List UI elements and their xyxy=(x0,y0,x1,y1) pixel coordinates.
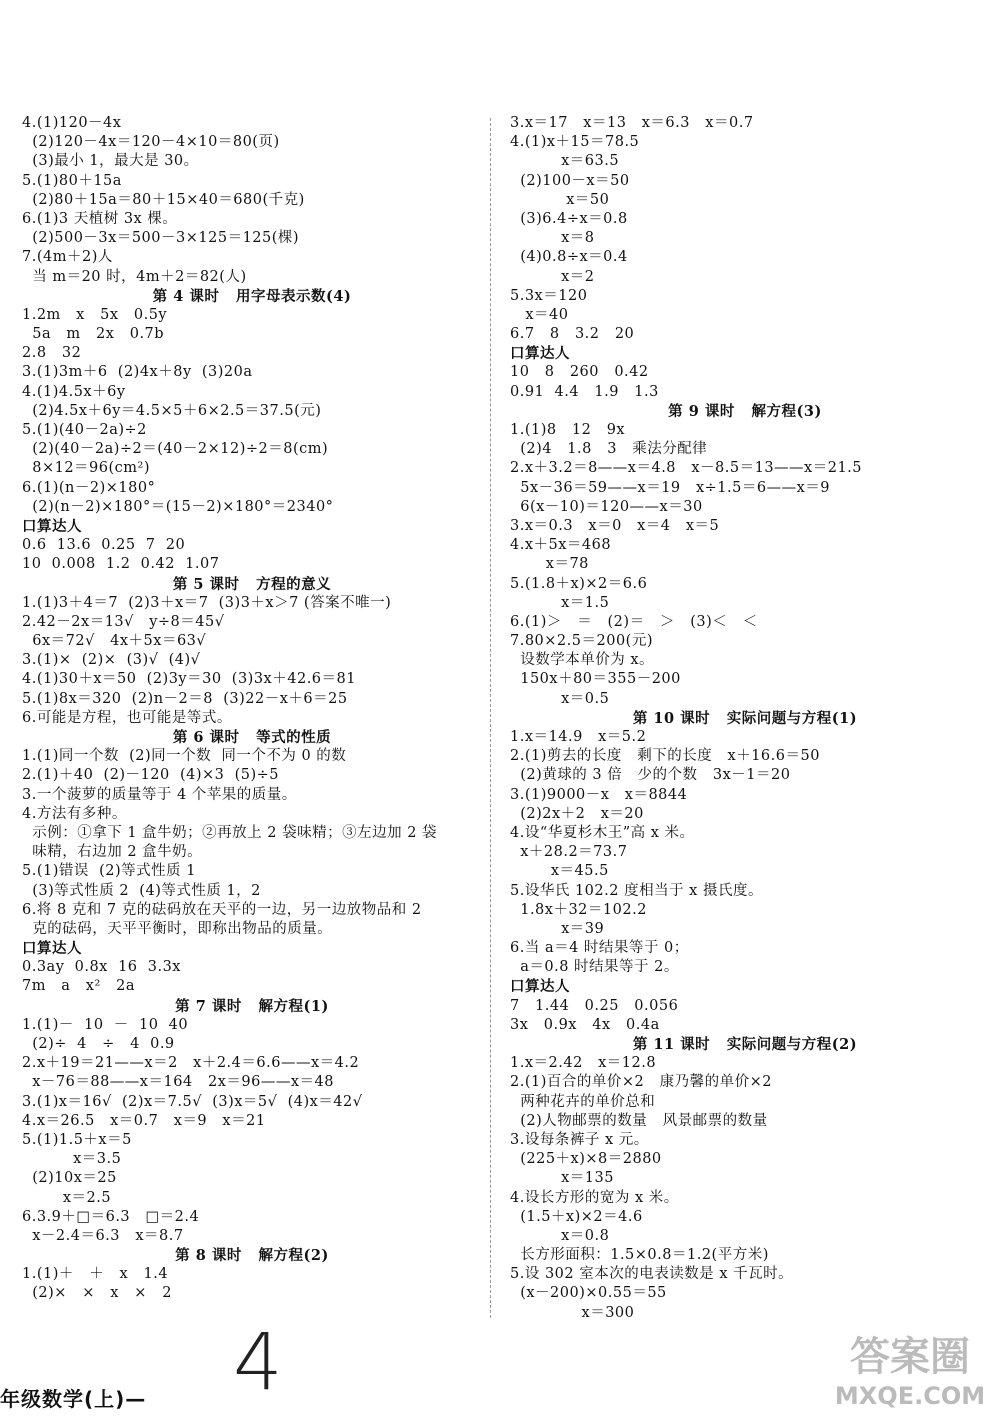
answer-line: 3.设每条裤子 x 元。 xyxy=(510,1131,649,1148)
answer-line: 1.(1)同一个数 (2)同一个数 同一个不为 0 的数 xyxy=(22,748,347,765)
answer-line: (2)500－3x＝500－3×125＝125(棵) xyxy=(22,230,300,247)
answer-line: (4)0.8÷x＝0.4 xyxy=(510,249,628,266)
answer-line: 3.(1)3m＋6 (2)4x＋8y (3)20a xyxy=(22,364,253,381)
answer-line: 5.设华氏 102.2 度相当于 x 摄氏度。 xyxy=(510,882,763,899)
answer-line: (2)4.5x＋6y＝4.5×5＋6×2.5＝37.5(元) xyxy=(22,402,322,419)
section-heading: 第 9 课时 解方程(3) xyxy=(668,402,822,420)
answer-line: x＝39 xyxy=(510,920,605,937)
answer-line: 1.(1)＋ ＋ x 1.4 xyxy=(22,1266,169,1283)
answer-line: 4.(1)x＋15＝78.5 xyxy=(510,134,640,151)
answer-line: 6(x－10)＝120——x＝30 xyxy=(510,498,703,515)
answer-line: 5.(1)(40－2a)÷2 xyxy=(22,422,147,438)
section-heading: 第 10 课时 实际问题与方程(1) xyxy=(632,709,858,727)
answer-line: 4.x＋5x＝468 xyxy=(510,537,612,554)
subsection-heading: 口算达人 xyxy=(22,940,82,958)
answer-line: x＝0.5 xyxy=(510,690,610,707)
answer-line: x－2.4＝6.3 x＝8.7 xyxy=(22,1227,184,1244)
answer-line: 3.x＝17 x＝13 x＝6.3 x＝0.7 xyxy=(510,115,754,131)
section-heading: 第 7 课时 解方程(1) xyxy=(175,997,329,1015)
section-heading: 第 8 课时 解方程(2) xyxy=(175,1247,329,1265)
answer-line: x＝3.5 xyxy=(22,1151,122,1168)
answer-line: (2)100－x＝50 xyxy=(510,172,630,189)
subsection-heading: 口算达人 xyxy=(510,978,570,996)
answer-line: 0.91 4.4 1.9 1.3 xyxy=(510,383,659,400)
section-heading: 第 4 课时 用字母表示数(4) xyxy=(152,287,352,305)
answer-line: x＝45.5 xyxy=(510,863,609,880)
answer-line: 7 1.44 0.25 0.056 xyxy=(510,997,679,1014)
answer-line: x＝135 xyxy=(510,1170,614,1187)
answer-line: 6.(1)3 天植树 3x 棵。 xyxy=(22,210,178,227)
answer-line: x＝40 xyxy=(510,306,569,323)
answer-line: 7m a x² 2a xyxy=(22,978,135,995)
answer-line: (2)(n－2)×180°＝(15－2)×180°＝2340° xyxy=(22,498,334,515)
answer-line: 6.7 8 3.2 20 xyxy=(510,326,635,343)
answer-line: (3)最小 1，最大是 30。 xyxy=(22,153,199,170)
answer-line: 3.一个菠萝的质量等于 4 个苹果的质量。 xyxy=(22,786,297,803)
page-number: 4 xyxy=(233,1318,283,1408)
answer-line: x＝63.5 xyxy=(510,153,620,170)
answer-line: x＝1.5 xyxy=(510,594,610,611)
answer-line: x＝50 xyxy=(510,191,610,208)
answer-line: 当 m＝20 时，4m＋2＝82(人) xyxy=(22,268,247,285)
answer-line: (2)÷ 4 ÷ 4 0.9 xyxy=(22,1036,175,1052)
answer-line: 0.6 13.6 0.25 7 20 xyxy=(22,537,186,554)
answer-line: 4.方法有多种。 xyxy=(22,805,127,822)
answer-line: 5.(1)错误 (2)等式性质 1 xyxy=(22,863,196,880)
answer-line: (3)等式性质 2 (4)等式性质 1，2 xyxy=(22,882,261,899)
answer-line: (2)2x＋2 x＝20 xyxy=(510,805,644,822)
answer-line: 示例：①拿下 1 盒牛奶；②再放上 2 袋味精；③左边加 2 袋 xyxy=(22,824,438,841)
answer-line: 5.(1)1.5＋x＝5 xyxy=(22,1131,132,1148)
answer-line: 4.设长方形的宽为 x 米。 xyxy=(510,1189,679,1206)
answer-line: 1.x＝2.42 x＝12.8 xyxy=(510,1055,657,1072)
answer-line: 3.x＝0.3 x＝0 x＝4 x＝5 xyxy=(510,517,720,534)
answer-line: 6.将 8 克和 7 克的砝码放在天平的一边，另一边放物品和 2 xyxy=(22,901,422,918)
answer-line: 5.设 302 室本次的电表读数是 x 千瓦时。 xyxy=(510,1266,794,1283)
answer-line: x＝78 xyxy=(510,556,589,573)
answer-line: 5.(1.8＋x)×2＝6.6 xyxy=(510,575,648,592)
answer-line: 6.3.9＋□＝6.3 □＝2.4 xyxy=(22,1208,200,1225)
answer-line: 2.(1)＋40 (2)－120 (4)×3 (5)÷5 xyxy=(22,767,280,784)
answer-line: 8×12＝96(cm²) xyxy=(22,460,150,477)
answer-line: (2)× × x × 2 xyxy=(22,1285,172,1302)
answer-line: 2.x＋3.2＝8——x＝4.8 x－8.5＝13——x＝21.5 xyxy=(510,460,863,477)
answer-line: 0.3ay 0.8x 16 3.3x xyxy=(22,959,181,976)
section-heading: 第 6 课时 等式的性质 xyxy=(172,729,332,746)
answer-line: x－76＝88——x＝164 2x＝96——x＝48 xyxy=(22,1074,334,1091)
footer-label: 年级数学(上)— xyxy=(0,1387,147,1411)
answer-line: (3)6.4÷x＝0.8 xyxy=(510,210,628,227)
answer-line: 4.(1)30＋x＝50 (2)3y＝30 (3)3x＋42.6＝81 xyxy=(22,671,356,688)
left-column xyxy=(22,114,482,1304)
answer-line: 味精，右边加 2 盒牛奶。 xyxy=(22,844,203,861)
answer-line: a＝0.8 时结果等于 2。 xyxy=(510,959,679,976)
answer-line: (2)10x＝25 xyxy=(22,1170,117,1187)
answer-line: 6.可能是方程，也可能是等式。 xyxy=(22,709,232,726)
watermark-logo xyxy=(835,1322,985,1412)
answer-line: (2)120－4x＝120－4×10＝80(页) xyxy=(22,134,280,151)
answer-line: 1.2m x 5x 0.5y xyxy=(22,306,168,323)
answer-line: 4.(1)4.5x＋6y xyxy=(22,383,126,400)
answer-line: (2)(40－2a)÷2＝(40－2×12)÷2＝8(cm) xyxy=(22,441,329,458)
answer-line: 2.8 32 xyxy=(22,345,82,362)
answer-line: 2.(1)剪去的长度 剩下的长度 x＋16.6＝50 xyxy=(510,748,820,765)
answer-line: 3x 0.9x 4x 0.4a xyxy=(510,1016,660,1033)
answer-line: 5a m 2x 0.7b xyxy=(22,326,165,343)
right-column xyxy=(510,114,980,1323)
answer-line: 3.(1)× (2)× (3)√ (4)√ xyxy=(22,652,201,669)
answer-line: (1.5＋x)×2＝4.6 xyxy=(510,1208,643,1225)
answer-line: 1.x＝14.9 x＝5.2 xyxy=(510,729,647,745)
answer-line: 设数学本单价为 x。 xyxy=(510,652,655,669)
answer-line: 2.x＋19＝21——x＝2 x＋2.4＝6.6——x＝4.2 xyxy=(22,1055,360,1072)
answer-line: 7.(4m＋2)人 xyxy=(22,249,113,266)
answer-line: 5.3x＝120 xyxy=(510,287,588,304)
answer-line: 4.x＝26.5 x＝0.7 x＝9 x＝21 xyxy=(22,1112,266,1129)
answer-line: 两种花卉的单价总和 xyxy=(510,1093,656,1110)
answer-line: (x－200)×0.55＝55 xyxy=(510,1285,667,1302)
answer-line: 1.(1)3＋4＝7 (2)3＋x＝7 (3)3＋x＞7 (答案不唯一) xyxy=(22,594,392,611)
answer-line: 10 0.008 1.2 0.42 1.07 xyxy=(22,556,220,573)
answer-line: (2)80＋15a＝80＋15×40＝680(千克) xyxy=(22,191,305,208)
column-divider xyxy=(490,118,491,1318)
answer-line: x＝2 xyxy=(510,268,595,285)
answer-line: 6.当 a＝4 时结果等于 0； xyxy=(510,940,689,957)
answer-line: (2)人物邮票的数量 风景邮票的数量 xyxy=(510,1112,768,1129)
answer-line: 10 8 260 0.42 xyxy=(510,364,649,381)
answer-line: x＝0.8 xyxy=(510,1227,610,1244)
answer-line: x＋28.2＝73.7 xyxy=(510,844,628,861)
answer-line: 2.42－2x＝13√ y÷8＝45√ xyxy=(22,613,225,630)
answer-line: 7.80×2.5＝200(元) xyxy=(510,633,653,650)
answer-line: 4.设“华夏杉木王”高 x 米。 xyxy=(510,824,695,841)
answer-line: 5.(1)80＋15a xyxy=(22,172,122,189)
section-heading: 第 11 课时 实际问题与方程(2) xyxy=(632,1036,858,1053)
answer-line: (2)4 1.8 3 乘法分配律 xyxy=(510,441,708,458)
watermark-bottom: MXQE.COM xyxy=(835,1382,985,1410)
subsection-heading: 口算达人 xyxy=(22,517,82,535)
section-heading: 第 5 课时 方程的意义 xyxy=(172,575,332,593)
watermark-top: 答案圈 xyxy=(850,1334,970,1380)
answer-line: 1.8x＋32＝102.2 xyxy=(510,901,647,918)
answer-line: 5.(1)8x＝320 (2)n－2＝8 (3)22－x＋6＝25 xyxy=(22,690,348,707)
answer-line: 6.(1)＞ ＝ (2)＝ ＞ (3)＜ ＜ xyxy=(510,613,758,630)
answer-line: 1.(1)8 12 9x xyxy=(510,422,626,438)
answer-line: 6x＝72√ 4x＋5x＝63√ xyxy=(22,633,207,650)
answer-line: 长方形面积：1.5×0.8＝1.2(平方米) xyxy=(510,1247,769,1264)
answer-line: (2)黄球的 3 倍 少的个数 3x－1＝20 xyxy=(510,767,791,784)
answer-line: (225＋x)×8＝2880 xyxy=(510,1151,662,1168)
answer-line: 4.(1)120－4x xyxy=(22,115,122,131)
answer-line: x＝2.5 xyxy=(22,1189,112,1206)
answer-line: 克的砝码，天平平衡时，即称出物品的质量。 xyxy=(22,920,333,937)
answer-line: 3.(1)x＝16√ (2)x＝7.5√ (3)x＝5√ (4)x＝42√ xyxy=(22,1093,363,1110)
answer-line: 3.(1)9000－x x＝8844 xyxy=(510,786,688,803)
answer-line: 5x－36＝59——x＝19 x÷1.5＝6——x＝9 xyxy=(510,479,830,496)
subsection-heading: 口算达人 xyxy=(510,345,570,363)
answer-line: x＝300 xyxy=(510,1304,635,1321)
answer-line: 6.(1)(n－2)×180° xyxy=(22,479,156,496)
answer-line: 1.(1)－ 10 － 10 40 xyxy=(22,1016,189,1033)
answer-line: x＝8 xyxy=(510,230,595,247)
answer-line: 150x＋80＝355－200 xyxy=(510,671,681,688)
answer-line: 2.(1)百合的单价×2 康乃馨的单价×2 xyxy=(510,1074,772,1091)
